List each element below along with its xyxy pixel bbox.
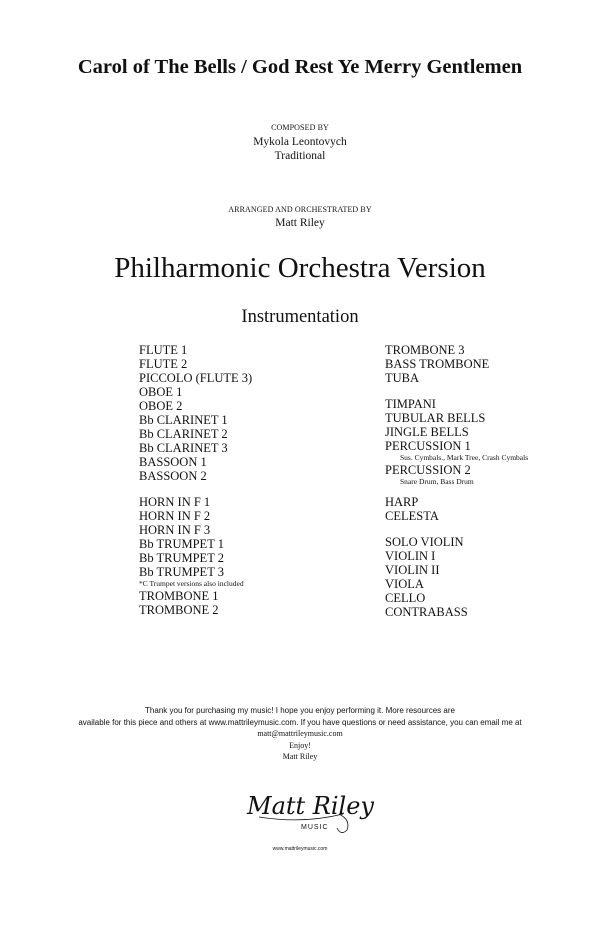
instrument-item: HORN IN F 2: [139, 509, 211, 523]
instrument-item: JINGLE BELLS: [385, 425, 469, 439]
logo-music-text: MUSIC: [301, 824, 329, 831]
instrument-item: VIOLIN II: [385, 563, 440, 577]
instrument-item: FLUTE 1: [139, 343, 188, 357]
thank-you-message: [0, 705, 600, 763]
group-spacer: [385, 385, 585, 397]
composer-name-1: Mykola Leontovych: [253, 136, 347, 148]
instrument-item: HORN IN F 1: [139, 495, 211, 509]
instrument-item: TUBULAR BELLS: [385, 411, 486, 425]
arranged-by-label: ARRANGED AND ORCHESTRATED BY: [228, 205, 372, 214]
instrument-list-right: [385, 343, 585, 619]
instrument-item: HARP: [385, 495, 419, 509]
instrument-item: PICCOLO (FLUTE 3): [139, 371, 253, 385]
instrument-item: SOLO VIOLIN: [385, 535, 464, 549]
instrument-item: Bb CLARINET 3: [139, 441, 228, 455]
instrument-list-left: [139, 343, 339, 617]
thanks-line: Thank you for purchasing my music! I hope you enjoy performing it. More resources are: [145, 706, 455, 715]
footer-url: www.mattrileymusic.com: [272, 846, 328, 852]
arranger-name: Matt Riley: [275, 217, 325, 229]
piece-title: Carol of The Bells / God Rest Ye Merry Gentlemen: [77, 56, 523, 78]
percussion2-note: Snare Drum, Bass Drum: [400, 477, 474, 486]
instrument-item: Bb CLARINET 1: [139, 413, 228, 427]
instrument-item: CONTRABASS: [385, 605, 468, 619]
instrument-item: BASSOON 1: [139, 455, 207, 469]
instrument-item: BASS TROMBONE: [385, 357, 490, 371]
trumpet-note: *C Trumpet versions also included: [139, 579, 244, 588]
composer-name-2: Traditional: [274, 150, 326, 162]
instrument-item: FLUTE 2: [139, 357, 188, 371]
instrument-item: PERCUSSION 2: [385, 463, 471, 477]
instrument-item: CELESTA: [385, 509, 439, 523]
group-spacer: [385, 523, 585, 535]
instrument-item: Bb CLARINET 2: [139, 427, 228, 441]
group-spacer: [385, 487, 585, 495]
instrument-item: TIMPANI: [385, 397, 436, 411]
instrument-item: Bb TRUMPET 1: [139, 537, 224, 551]
thanks-line: Enjoy!: [289, 740, 311, 750]
instrument-item: VIOLA: [385, 577, 424, 591]
instrument-item: PERCUSSION 1: [385, 439, 471, 453]
instrument-item: TROMBONE 3: [385, 343, 465, 357]
instrument-item: HORN IN F 3: [139, 523, 211, 537]
thanks-signoff: Matt Riley: [282, 752, 318, 761]
instrumentation-heading: Instrumentation: [241, 307, 359, 327]
version-title: Philharmonic Orchestra Version: [114, 252, 486, 284]
instrument-item: Bb TRUMPET 3: [139, 565, 224, 579]
instrument-item: CELLO: [385, 591, 426, 605]
instrument-item: VIOLIN I: [385, 549, 436, 563]
instrument-item: OBOE 2: [139, 399, 183, 413]
instrument-item: Bb TRUMPET 2: [139, 551, 224, 565]
logo-script-text: Matt Riley: [247, 792, 374, 820]
thanks-line: available for this piece and others at www.mattrileymusic.com. If you have questions or need assistance, you can email me at: [78, 717, 522, 727]
instrument-item: OBOE 1: [139, 385, 183, 399]
composed-by-label: COMPOSED BY: [271, 123, 329, 132]
instrument-item: BASSOON 2: [139, 469, 207, 483]
group-spacer: [139, 483, 339, 495]
contact-email: matt@mattrileymusic.com: [257, 729, 343, 738]
instrument-item: TUBA: [385, 371, 420, 385]
percussion1-note: Sus. Cymbals., Mark Tree, Crash Cymbals: [400, 453, 529, 462]
instrument-item: TROMBONE 1: [139, 589, 219, 603]
matt-riley-music-logo: [243, 784, 374, 836]
instrument-item: TROMBONE 2: [139, 603, 219, 617]
